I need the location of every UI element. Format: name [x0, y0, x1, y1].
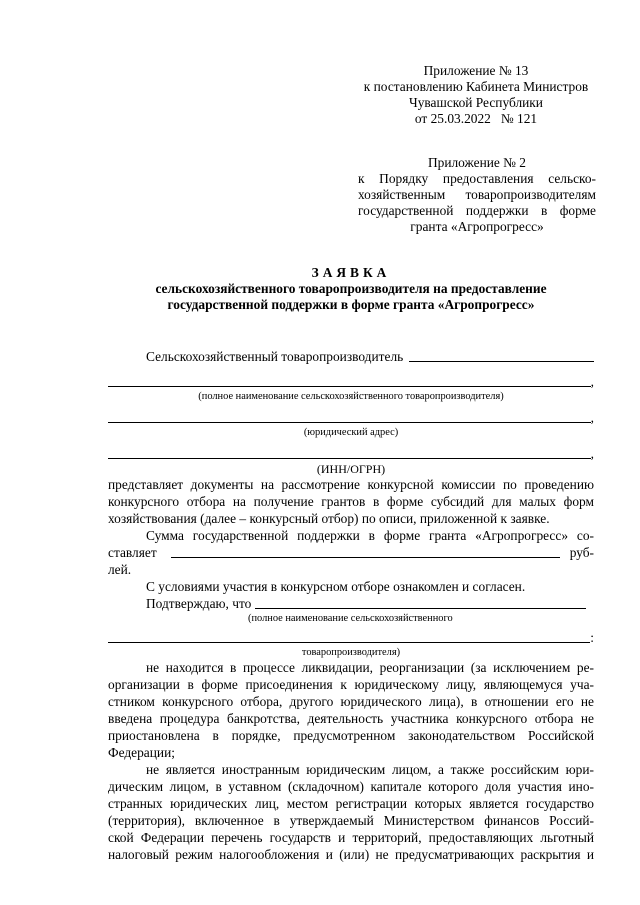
hint-full2: товаропроизводителя) — [301, 647, 401, 658]
inn-comma: , — [590, 446, 594, 461]
p4-line6: Федерации; — [108, 745, 175, 760]
hint-address: (юридический адрес) — [303, 427, 399, 438]
p1-line1: представляет документы на рассмотрение конкурсной комиссии по проведению — [108, 477, 594, 492]
confirm-label: Подтверждаю, что — [146, 596, 252, 611]
amount-row — [108, 544, 594, 561]
p4-line5: приостановлена в порядке, предусмотренном законодательством Российской — [108, 728, 594, 743]
confirm-row — [108, 595, 594, 612]
appendix-2-line5: гранта «Агропрогресс» — [410, 219, 544, 234]
address-comma: , — [590, 410, 594, 425]
p1-line2: конкурсного отбора на получение грантов в форме субсидий для малых форм — [108, 494, 594, 509]
name-comma: , — [590, 374, 594, 389]
appendix-2-line4: государственной поддержки в форме — [358, 203, 596, 218]
title-line3: государственной поддержки в форме гранта «Агропрогресс» — [167, 297, 535, 312]
p5-line4: (территория), включенное в утверждаемый Министерством финансов Россий- — [108, 813, 594, 828]
producer-label: Сельскохозяйственный товаропроизводитель — [146, 349, 404, 364]
appendix-2-block — [358, 155, 596, 235]
producer-row — [108, 348, 594, 365]
producer-blank[interactable] — [409, 360, 594, 362]
appendix-13-line3: Чувашской Республики — [409, 95, 543, 110]
amount-blank[interactable] — [171, 556, 560, 558]
name-blank[interactable] — [108, 385, 591, 387]
appendix-13-date: от 25.03.2022 № 121 — [414, 111, 538, 126]
title-line2: сельскохозяйственного товаропроизводителя на предоставление — [155, 281, 547, 296]
appendix-2-line2: к Порядку предоставления сельско- — [358, 171, 596, 186]
inn-row — [108, 445, 594, 462]
appendix-2-title: Приложение № 2 — [427, 155, 527, 170]
hint-inn: (ИНН/ОГРН) — [316, 462, 386, 476]
confirm-blank[interactable] — [255, 607, 586, 609]
p1-line3: хозяйствования (далее – конкурсный отбор) по описи, приложенной к заявке. — [108, 511, 550, 526]
p4-line2: организации в форме присоединения к юридическому лицу, являющемуся уча- — [108, 677, 594, 692]
p4-line4: введена процедура банкротства, деятельность участника конкурсного отбора не — [108, 711, 594, 726]
p2-line1: Сумма государственной поддержки в форме гранта «Агропрогресс» со- — [146, 528, 594, 543]
title-zayavka: ЗАЯВКА — [311, 265, 391, 280]
full-name-blank[interactable] — [108, 641, 590, 643]
appendix-2-line3: хозяйственным товаропроизводителям — [358, 187, 596, 202]
p5-line1: не является иностранным юридическим лицом, а также российским юри- — [146, 762, 594, 777]
appendix-13-title: Приложение № 13 — [423, 63, 529, 78]
document-title — [108, 265, 594, 313]
inn-blank[interactable] — [108, 457, 591, 459]
form-body — [108, 348, 594, 863]
p4-line1: не находится в процессе ликвидации, реорганизации (за исключением ре- — [146, 660, 594, 675]
p4-line3: стником конкурсного отбора, другого юридического лица), в отношении его не — [108, 694, 594, 709]
p5-line3: странных юридических лиц, местом регистрации которых является государство — [108, 796, 594, 811]
appendix-13-block — [356, 63, 596, 127]
p2-line2b: руб- — [569, 545, 594, 560]
address-blank[interactable] — [108, 421, 591, 423]
p5-line2: дическим лицом, в уставном (складочном) капитале которого доля участия ино- — [108, 779, 594, 794]
p2-line2a: ставляет — [108, 545, 157, 560]
hint-name: (полное наименование сельскохозяйственного товаропроизводителя) — [198, 391, 504, 402]
address-row — [108, 409, 594, 426]
p5-line5: ской Федерации перечень государств и территорий, предоставляющих льготный — [108, 830, 594, 845]
p5-line6: налоговый режим налогообложения и (или) не предусматривающих раскрытия и — [108, 847, 594, 862]
p3-line: С условиями участия в конкурсном отборе ознакомлен и согласен. — [146, 579, 526, 594]
p2-line3: лей. — [108, 562, 132, 577]
full-name-row — [108, 629, 594, 646]
hint-full1: (полное наименование сельскохозяйственного — [248, 613, 453, 624]
name-row — [108, 373, 594, 390]
full-name-colon: : — [590, 630, 594, 645]
appendix-13-line2: к постановлению Кабинета Министров — [363, 79, 589, 94]
